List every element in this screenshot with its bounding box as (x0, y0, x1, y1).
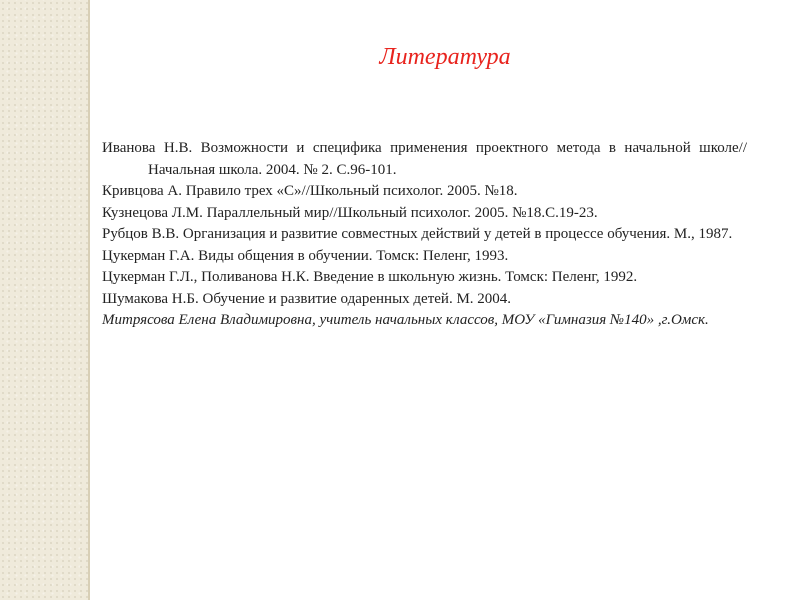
reference-item: Кривцова А. Правило трех «С»//Школьный психолог. 2005. №18. (102, 183, 518, 199)
reference-item: Цукерман Г.Л., Поливанова Н.К. Введение в школьную жизнь. Томск: Пеленг, 1992. (102, 269, 638, 285)
slide-title: Литература (379, 44, 511, 70)
reference-item: Рубцов В.В. Организация и развитие совместных действий у детей в процессе обучения. М., 1987. (102, 226, 733, 242)
reference-item: Цукерман Г.А. Виды общения в обучении. Томск: Пеленг, 1993. (102, 247, 509, 264)
decorative-side-band (0, 0, 88, 600)
author-credit: Митрясова Елена Владимировна, учитель начальных классов, МОУ «Гимназия №140» ,г.Омск. (102, 312, 709, 328)
reference-item: Кузнецова Л.М. Параллельный мир//Школьный психолог. 2005. №18.С.19-23. (102, 204, 598, 221)
side-band-divider (88, 0, 90, 600)
reference-item: Шумакова Н.Б. Обучение и развитие одаренных детей. М. 2004. (102, 290, 512, 307)
reference-list (102, 138, 747, 332)
reference-item: Иванова Н.В. Возможности и специфика применения проектного метода в начальной школе//Начальная школа. 2004. № 2. С.96-101. (102, 140, 747, 178)
